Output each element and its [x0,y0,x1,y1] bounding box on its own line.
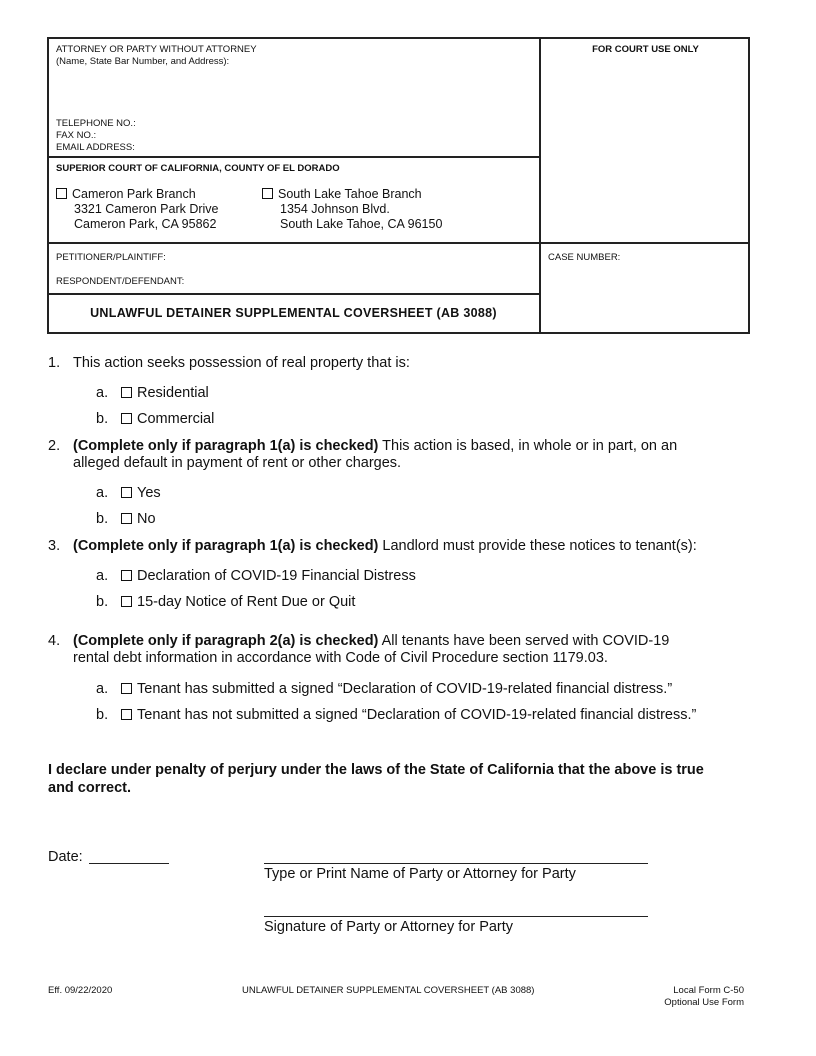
attorney-label: ATTORNEY OR PARTY WITHOUT ATTORNEY [56,44,257,55]
item-2b-label: No [137,511,156,527]
branch-south-lake-tahoe [262,187,442,232]
item-4-body: All tenants have been served with COVID-19 [378,633,670,649]
item-3b-letter: b. [96,594,109,610]
item-3-text [73,538,763,555]
item-4-condition: (Complete only if paragraph 2(a) is checked) [73,633,379,649]
item-4a-label: Tenant has submitted a signed “Declaration of COVID-19-related financial distress.” [137,681,673,697]
item-1a-label: Residential [137,385,209,401]
checkbox-yes[interactable] [121,487,132,498]
item-2-text [73,438,753,472]
item-2a-label: Yes [137,485,161,501]
item-1a-letter: a. [96,385,109,401]
item-1a [96,385,209,402]
petitioner-label: PETITIONER/PLAINTIFF: [56,252,166,263]
fax-label: FAX NO.: [56,130,97,141]
item-4a-letter: a. [96,681,109,697]
checkbox-not-submitted[interactable] [121,709,132,720]
form-title: UNLAWFUL DETAINER SUPPLEMENTAL COVERSHEET (AB 3088) [90,306,497,320]
branch-slt-name: South Lake Tahoe Branch [278,187,422,201]
item-3-body: Landlord must provide these notices to tenant(s): [378,538,697,554]
email-label: EMAIL ADDRESS: [56,142,135,153]
checkbox-15-day-notice[interactable] [121,596,132,607]
item-1-number: 1. [48,355,61,371]
branch-cameron-name: Cameron Park Branch [72,187,196,201]
caption-box [47,37,750,334]
checkbox-no[interactable] [121,513,132,524]
case-number-label: CASE NUMBER: [548,252,621,263]
signature-field[interactable] [264,916,648,917]
branch-slt-addr2: South Lake Tahoe, CA 96150 [280,217,443,231]
date-field[interactable] [89,863,169,864]
item-4b [96,707,696,724]
date-label: Date: [48,849,83,865]
item-2a-letter: a. [96,485,109,501]
name-caption: Type or Print Name of Party or Attorney for Party [264,866,576,882]
item-3a-label: Declaration of COVID-19 Financial Distress [137,568,416,584]
item-1b-label: Commercial [137,411,215,427]
footer-form-number: Local Form C-50 [673,985,744,996]
item-4b-letter: b. [96,707,109,723]
footer-title: UNLAWFUL DETAINER SUPPLEMENTAL COVERSHEET (AB 3088) [242,985,535,996]
item-2-body: This action is based, in whole or in part, on an [378,438,678,454]
checkbox-commercial[interactable] [121,413,132,424]
item-4b-label: Tenant has not submitted a signed “Declaration of COVID-19-related financial distress.” [137,707,697,723]
item-2a [96,485,161,502]
footer-form-info [600,985,744,1009]
item-1 [48,355,60,372]
item-2b [96,511,156,528]
contact-block [56,118,136,154]
telephone-label: TELEPHONE NO.: [56,118,136,129]
item-2-number: 2. [48,438,61,454]
name-field[interactable] [264,863,648,864]
checkbox-declaration-distress[interactable] [121,570,132,581]
branch-slt-addr1: 1354 Johnson Blvd. [280,202,390,216]
court-name: SUPERIOR COURT OF CALIFORNIA, COUNTY OF EL DORADO [56,163,340,174]
item-3-number: 3. [48,538,61,554]
attorney-sublabel: (Name, State Bar Number, and Address): [56,56,230,67]
checkbox-submitted[interactable] [121,683,132,694]
branch-cameron-addr2: Cameron Park, CA 95862 [74,217,217,231]
declaration-line2: and correct. [48,780,131,796]
caption-divider-vertical [539,37,541,334]
item-1b [96,411,214,428]
checkbox-cameron-park[interactable] [56,188,67,199]
item-3a [96,568,416,585]
item-2-condition: (Complete only if paragraph 1(a) is checked) [73,438,379,454]
item-2b-letter: b. [96,511,109,527]
checkbox-residential[interactable] [121,387,132,398]
branch-cameron [56,187,219,232]
item-4-body-line2: rental debt information in accordance with Code of Civil Procedure section 1179.03. [73,650,608,666]
footer-optional-use: Optional Use Form [664,997,744,1008]
item-1b-letter: b. [96,411,109,427]
signature-caption: Signature of Party or Attorney for Party [264,919,514,935]
item-4-text [73,633,763,667]
declaration [48,761,768,797]
caption-divider-court [47,156,540,158]
caption-divider-title [47,293,540,295]
respondent-label: RESPONDENT/DEFENDANT: [56,276,185,287]
item-4a [96,681,672,698]
branch-cameron-addr1: 3321 Cameron Park Drive [74,202,219,216]
item-4-number: 4. [48,633,61,649]
item-3b-label: 15-day Notice of Rent Due or Quit [137,594,356,610]
item-3b [96,594,355,611]
court-use-label: FOR COURT USE ONLY [592,44,699,55]
checkbox-south-lake-tahoe[interactable] [262,188,273,199]
attorney-block [56,44,257,68]
item-3-condition: (Complete only if paragraph 1(a) is checked) [73,538,379,554]
footer-effective-date: Eff. 09/22/2020 [48,985,113,996]
item-1-text: This action seeks possession of real property that is: [73,355,410,371]
caption-divider-parties [47,242,750,244]
item-3a-letter: a. [96,568,109,584]
declaration-line1: I declare under penalty of perjury under the laws of the State of California that the above is true [48,762,704,778]
item-2-body-line2: alleged default in payment of rent or other charges. [73,455,402,471]
